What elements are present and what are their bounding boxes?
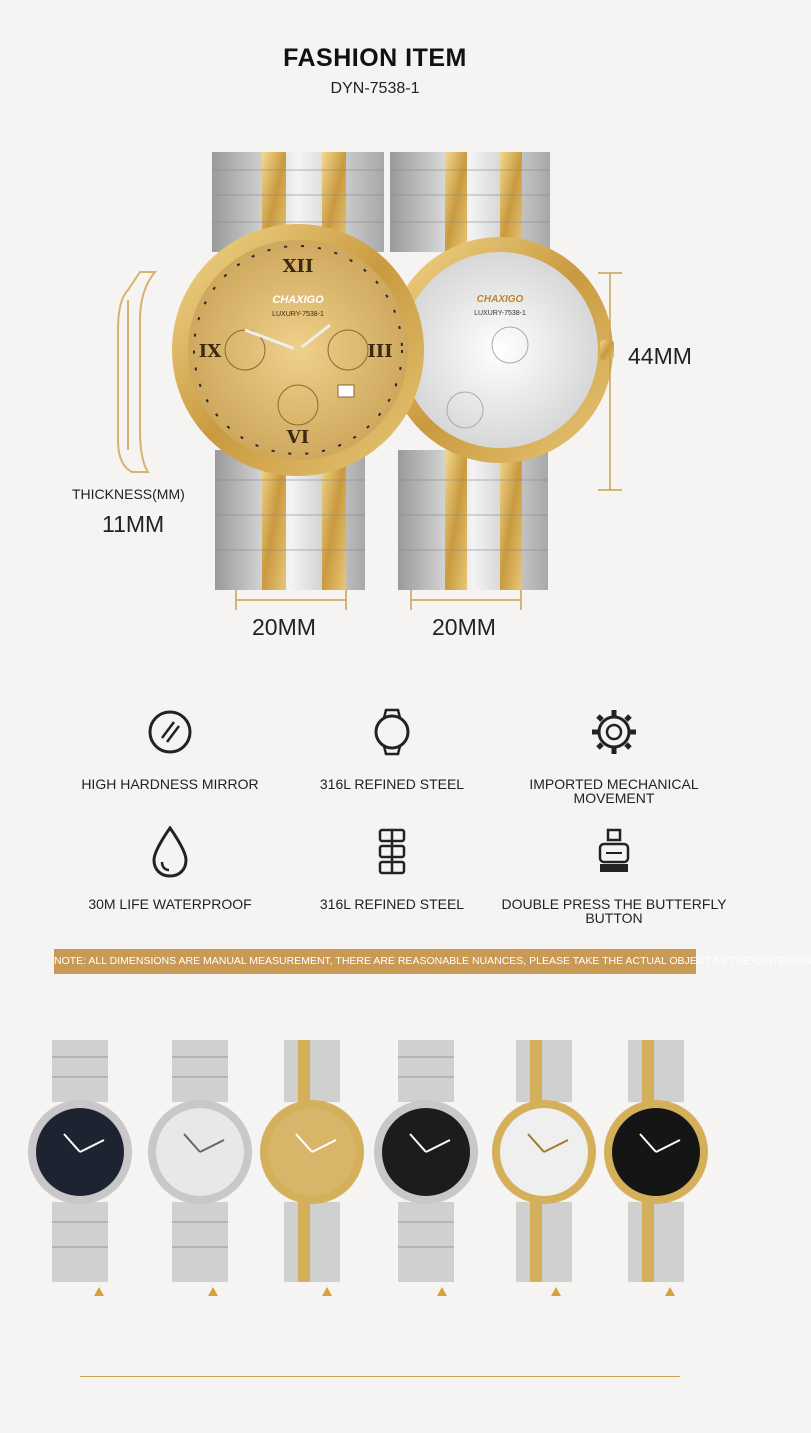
feature-label: IMPORTED MECHANICAL MOVEMENT	[529, 776, 699, 806]
variant-indicator-triangle	[322, 1287, 332, 1296]
variant-gold-gold[interactable]	[256, 1022, 364, 1292]
left-watch-dial-text: LUXURY-7538-1	[272, 311, 324, 318]
thickness-profile-icon	[118, 272, 155, 472]
variant-gold-white[interactable]	[488, 1022, 596, 1292]
variant-silver-white[interactable]	[144, 1022, 252, 1292]
variant-indicator-triangle	[94, 1287, 104, 1296]
variant-silver-black-2[interactable]	[370, 1022, 478, 1292]
variant-indicator-triangle	[551, 1287, 561, 1296]
water-drop-icon	[140, 822, 200, 882]
butterfly-clasp-icon	[584, 822, 644, 882]
watch-case-icon	[362, 702, 422, 762]
model-number: DYN-7538-1	[330, 80, 420, 97]
right-watch-dial	[402, 252, 598, 448]
feature-label: 30M LIFE WATERPROOF	[88, 896, 252, 912]
divider	[80, 1376, 680, 1377]
variant-indicator-triangle	[208, 1287, 218, 1296]
feature-steel-bracelet	[272, 822, 512, 911]
feature-label: 316L REFINED STEEL	[319, 776, 465, 792]
diameter-label: 44MM	[628, 343, 692, 369]
feature-butterfly-clasp	[494, 822, 734, 925]
left-watch-brand: CHAXIGO	[272, 294, 324, 306]
hero-watches-illustration	[0, 140, 750, 660]
feature-label: DOUBLE PRESS THE BUTTERFLY BUTTON	[501, 896, 727, 926]
thickness-value: 11MM	[102, 511, 165, 537]
variant-gold-black[interactable]	[600, 1022, 708, 1292]
variant-indicator-triangle	[665, 1287, 675, 1296]
feature-label: 316L REFINED STEEL	[319, 896, 465, 912]
page-title: FASHION ITEM	[283, 44, 467, 72]
feature-mirror	[50, 702, 290, 791]
band-width-right: 20MM	[432, 614, 496, 640]
right-watch-brand: CHAXIGO	[476, 294, 524, 305]
svg-text:VI: VI	[286, 427, 310, 448]
svg-text:IX: IX	[198, 341, 222, 362]
svg-text:XII: XII	[282, 256, 314, 277]
svg-text:III: III	[367, 341, 393, 362]
right-watch-dial-text: LUXURY-7538-1	[474, 310, 526, 317]
feature-label: HIGH HARDNESS MIRROR	[81, 776, 259, 792]
variant-indicator-triangle	[437, 1287, 447, 1296]
variant-silver-black[interactable]	[24, 1022, 132, 1292]
gear-icon	[584, 702, 644, 762]
feature-movement	[494, 702, 734, 805]
mirror-icon	[140, 702, 200, 762]
band-width-dimension-lines	[236, 590, 521, 610]
feature-waterproof	[50, 822, 290, 911]
measurement-note: NOTE: ALL DIMENSIONS ARE MANUAL MEASUREMENT, THERE ARE REASONABLE NUANCES, PLEASE TAKE THE ACTUAL OBJECT AS THE CRITERION	[54, 949, 696, 974]
bracelet-link-icon	[362, 822, 422, 882]
right-watch-crown	[600, 340, 614, 360]
thickness-label: THICKNESS(MM)	[72, 486, 185, 502]
feature-steel-case	[272, 702, 512, 791]
band-width-left: 20MM	[252, 614, 316, 640]
